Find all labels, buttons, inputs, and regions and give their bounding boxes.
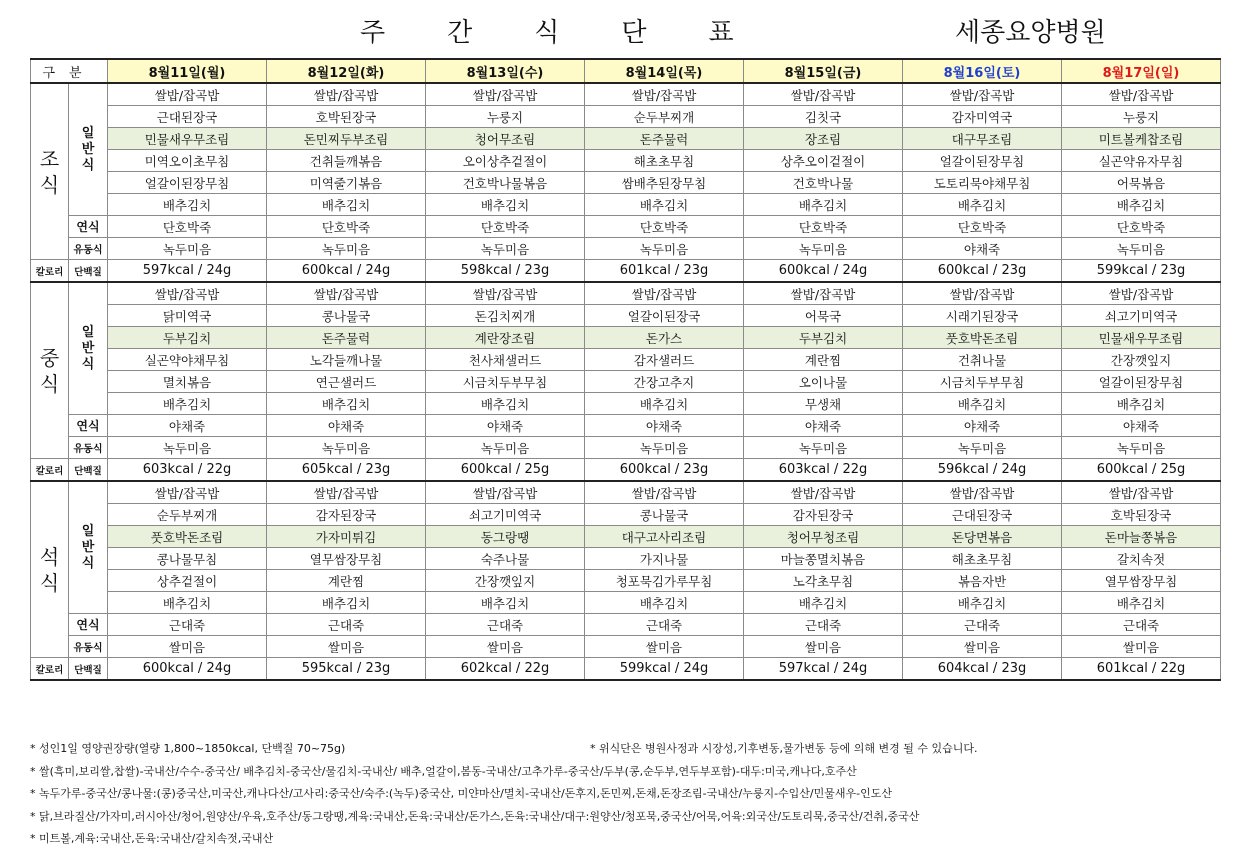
menu-cell: 쌀밥/잡곡밥 [585, 481, 744, 504]
menu-cell: 배추김치 [585, 592, 744, 614]
menu-row [31, 150, 1221, 172]
menu-cell: 실곤약유자무침 [1062, 150, 1221, 172]
menu-cell: 근대죽 [903, 614, 1062, 636]
menu-cell: 쌀밥/잡곡밥 [108, 83, 267, 106]
menu-cell: 건호박나물볶음 [426, 172, 585, 194]
nutrition-row [31, 459, 1221, 482]
footnote-row [30, 738, 1230, 761]
menu-cell: 쌀미음 [585, 636, 744, 658]
weekly-menu-table [30, 58, 1221, 681]
menu-cell: 야채죽 [903, 415, 1062, 437]
nutrition-cell: 600kcal / 25g [426, 459, 585, 482]
menu-cell: 시금치두부무침 [903, 371, 1062, 393]
menu-cell: 누룽지 [1062, 106, 1221, 128]
menu-cell: 배추김치 [1062, 194, 1221, 216]
menu-cell: 가지나물 [585, 548, 744, 570]
menu-cell: 간장고추지 [585, 371, 744, 393]
menu-cell: 배추김치 [903, 194, 1062, 216]
menu-cell: 간장깻잎지 [1062, 349, 1221, 371]
menu-cell: 녹두미음 [267, 437, 426, 459]
menu-row [31, 371, 1221, 393]
nutrition-cell: 597kcal / 24g [744, 658, 903, 681]
menu-cell: 얼갈이된장무침 [903, 150, 1062, 172]
menu-cell: 풋호박돈조림 [903, 327, 1062, 349]
menu-cell: 감자샐러드 [585, 349, 744, 371]
menu-cell: 상추오이겉절이 [744, 150, 903, 172]
menu-cell: 미트볼케찹조림 [1062, 128, 1221, 150]
menu-cell: 배추김치 [585, 194, 744, 216]
menu-row [31, 592, 1221, 614]
nutrition-cell: 604kcal / 23g [903, 658, 1062, 681]
menu-cell: 쌀밥/잡곡밥 [426, 282, 585, 305]
menu-cell: 시금치두부무침 [426, 371, 585, 393]
menu-cell: 단호박죽 [108, 216, 267, 238]
menu-cell: 녹두미음 [267, 238, 426, 260]
menu-cell: 순두부찌개 [108, 504, 267, 526]
menu-cell: 건취들깨볶음 [267, 150, 426, 172]
menu-cell: 단호박죽 [744, 216, 903, 238]
menu-cell: 야채죽 [426, 415, 585, 437]
menu-cell: 돈김치찌개 [426, 305, 585, 327]
menu-cell: 마늘쫑멸치볶음 [744, 548, 903, 570]
menu-cell: 미역줄기볶음 [267, 172, 426, 194]
general-label [69, 481, 108, 614]
menu-cell: 돈마늘쫑볶음 [1062, 526, 1221, 548]
menu-cell: 쌀미음 [267, 636, 426, 658]
menu-cell: 배추김치 [108, 393, 267, 415]
menu-cell: 녹두미음 [903, 437, 1062, 459]
liquid-diet-label: 유동식 [69, 636, 108, 658]
menu-cell: 두부김치 [108, 327, 267, 349]
menu-cell: 단호박죽 [903, 216, 1062, 238]
menu-cell: 누룽지 [426, 106, 585, 128]
meal-label [31, 481, 69, 658]
menu-cell: 열무쌈장무침 [1062, 570, 1221, 592]
menu-cell: 쌀밥/잡곡밥 [903, 481, 1062, 504]
nutrition-cell: 602kcal / 22g [426, 658, 585, 681]
menu-cell: 배추김치 [1062, 592, 1221, 614]
menu-cell: 배추김치 [903, 592, 1062, 614]
menu-cell: 오이상추겉절이 [426, 150, 585, 172]
menu-row [31, 548, 1221, 570]
menu-cell: 얼갈이된장무침 [1062, 371, 1221, 393]
calorie-label: 칼로리 [31, 260, 69, 283]
protein-label: 단백질 [69, 658, 108, 681]
nutrition-cell: 600kcal / 24g [108, 658, 267, 681]
menu-cell: 녹두미음 [108, 437, 267, 459]
nutrition-cell: 597kcal / 24g [108, 260, 267, 283]
nutrition-cell: 601kcal / 23g [585, 260, 744, 283]
day-header: 8월15일(금) [744, 59, 903, 83]
general-label [69, 83, 108, 216]
menu-cell: 감자된장국 [744, 504, 903, 526]
menu-cell: 계란찜 [744, 349, 903, 371]
menu-cell: 간장깻잎지 [426, 570, 585, 592]
menu-cell: 근대죽 [267, 614, 426, 636]
nutrition-note: * 성인1일 영양권장량(열량 1,800~1850kcal, 단백질 70~75g) [30, 742, 346, 755]
menu-cell: 녹두미음 [585, 238, 744, 260]
menu-row [31, 305, 1221, 327]
menu-row [31, 327, 1221, 349]
menu-cell: 천사채샐러드 [426, 349, 585, 371]
menu-cell: 녹두미음 [744, 238, 903, 260]
nutrition-cell: 603kcal / 22g [744, 459, 903, 482]
general-diet-label: 일 반 식 [81, 125, 95, 173]
origin-note: * 미트볼,계육:국내산,돈육:국내산/갈치속젓,국내산 [30, 832, 274, 845]
menu-cell: 해초초무침 [585, 150, 744, 172]
menu-cell: 민물새우무조림 [108, 128, 267, 150]
menu-cell: 쌀밥/잡곡밥 [1062, 83, 1221, 106]
nutrition-cell: 599kcal / 24g [585, 658, 744, 681]
menu-row [31, 504, 1221, 526]
nutrition-cell: 600kcal / 23g [903, 260, 1062, 283]
soft-diet-row [31, 216, 1221, 238]
menu-cell: 쌀미음 [903, 636, 1062, 658]
menu-cell: 쌀밥/잡곡밥 [585, 83, 744, 106]
menu-cell: 쌀밥/잡곡밥 [426, 83, 585, 106]
menu-cell: 돈주물럭 [585, 128, 744, 150]
day-header: 8월13일(수) [426, 59, 585, 83]
menu-cell: 얼갈이된장국 [585, 305, 744, 327]
menu-cell: 풋호박돈조림 [108, 526, 267, 548]
menu-cell: 노각초무침 [744, 570, 903, 592]
liquid-diet-row [31, 437, 1221, 459]
menu-row [31, 393, 1221, 415]
calorie-label: 칼로리 [31, 658, 69, 681]
day-header: 8월14일(목) [585, 59, 744, 83]
meal-name: 석 식 [39, 544, 60, 595]
menu-cell: 콩나물무침 [108, 548, 267, 570]
menu-cell: 배추김치 [585, 393, 744, 415]
menu-cell: 돈주물럭 [267, 327, 426, 349]
menu-cell: 미역오이초무침 [108, 150, 267, 172]
menu-row [31, 481, 1221, 504]
menu-cell: 돈가스 [585, 327, 744, 349]
liquid-diet-row [31, 238, 1221, 260]
menu-cell: 쌀밥/잡곡밥 [744, 83, 903, 106]
menu-cell: 배추김치 [744, 592, 903, 614]
menu-cell: 민물새우무조림 [1062, 327, 1221, 349]
nutrition-cell: 601kcal / 22g [1062, 658, 1221, 681]
menu-row [31, 194, 1221, 216]
soft-diet-label: 연식 [69, 415, 108, 437]
general-label [69, 282, 108, 415]
menu-cell: 콩나물국 [267, 305, 426, 327]
menu-cell: 단호박죽 [1062, 216, 1221, 238]
meal-name: 조 식 [39, 146, 60, 197]
menu-cell: 숙주나물 [426, 548, 585, 570]
menu-cell: 야채죽 [903, 238, 1062, 260]
menu-cell: 근대된장국 [903, 504, 1062, 526]
nutrition-row [31, 260, 1221, 283]
menu-cell: 열무쌈장무침 [267, 548, 426, 570]
menu-row [31, 526, 1221, 548]
soft-diet-label: 연식 [69, 216, 108, 238]
menu-row [31, 570, 1221, 592]
menu-cell: 청어무조림 [426, 128, 585, 150]
menu-cell: 쌀미음 [108, 636, 267, 658]
menu-cell: 녹두미음 [744, 437, 903, 459]
nutrition-cell: 598kcal / 23g [426, 260, 585, 283]
menu-cell: 쌀밥/잡곡밥 [1062, 282, 1221, 305]
menu-cell: 감자미역국 [903, 106, 1062, 128]
menu-cell: 무생채 [744, 393, 903, 415]
menu-cell: 계란찜 [267, 570, 426, 592]
menu-row [31, 128, 1221, 150]
menu-cell: 콩나물국 [585, 504, 744, 526]
menu-cell: 야채죽 [744, 415, 903, 437]
menu-cell: 야채죽 [1062, 415, 1221, 437]
menu-cell: 배추김치 [426, 194, 585, 216]
menu-cell: 야채죽 [585, 415, 744, 437]
menu-cell: 녹두미음 [1062, 238, 1221, 260]
menu-cell: 오이나물 [744, 371, 903, 393]
menu-cell: 계란장조림 [426, 327, 585, 349]
origin-note: * 녹두가루-중국산/콩나물:(콩)중국산,미국산,캐나다산/고사리:중국산/숙주:(녹두)중국산, 미얀마산/멸치-국내산/돈후지,돈민찌,돈채,돈장조림-국내산/누룽지-수입산/민물새우-인도산 [30, 787, 892, 800]
day-header: 8월12일(화) [267, 59, 426, 83]
nutrition-cell: 605kcal / 23g [267, 459, 426, 482]
menu-cell: 배추김치 [903, 393, 1062, 415]
menu-cell: 배추김치 [108, 592, 267, 614]
soft-diet-label: 연식 [69, 614, 108, 636]
menu-cell: 쌀미음 [426, 636, 585, 658]
menu-cell: 녹두미음 [426, 437, 585, 459]
menu-cell: 쌀밥/잡곡밥 [1062, 481, 1221, 504]
menu-cell: 돈당면볶음 [903, 526, 1062, 548]
menu-cell: 동그랑땡 [426, 526, 585, 548]
menu-cell: 녹두미음 [1062, 437, 1221, 459]
menu-cell: 상추겉절이 [108, 570, 267, 592]
menu-cell: 쌀미음 [1062, 636, 1221, 658]
menu-cell: 청포묵김가루무침 [585, 570, 744, 592]
menu-cell: 해초초무침 [903, 548, 1062, 570]
menu-cell: 녹두미음 [108, 238, 267, 260]
menu-cell: 근대죽 [585, 614, 744, 636]
menu-cell: 배추김치 [1062, 393, 1221, 415]
menu-cell: 쌀밥/잡곡밥 [108, 481, 267, 504]
nutrition-cell: 599kcal / 23g [1062, 260, 1221, 283]
menu-cell: 쌀미음 [744, 636, 903, 658]
menu-cell: 쇠고기미역국 [1062, 305, 1221, 327]
menu-cell: 청어무청조림 [744, 526, 903, 548]
nutrition-cell: 600kcal / 24g [744, 260, 903, 283]
menu-cell: 대구무조림 [903, 128, 1062, 150]
menu-cell: 쌀밥/잡곡밥 [744, 282, 903, 305]
menu-cell: 건호박나물 [744, 172, 903, 194]
meal-label [31, 83, 69, 260]
menu-cell: 쌀밥/잡곡밥 [903, 282, 1062, 305]
protein-label: 단백질 [69, 459, 108, 482]
menu-cell: 배추김치 [267, 194, 426, 216]
menu-cell: 호박된장국 [1062, 504, 1221, 526]
page-title: 주간식단표 [360, 18, 796, 48]
menu-cell: 쌀밥/잡곡밥 [744, 481, 903, 504]
header-row [31, 59, 1221, 83]
soft-diet-row [31, 415, 1221, 437]
menu-cell: 쌀밥/잡곡밥 [108, 282, 267, 305]
menu-cell: 쇠고기미역국 [426, 504, 585, 526]
menu-cell: 노각들깨나물 [267, 349, 426, 371]
menu-cell: 단호박죽 [426, 216, 585, 238]
menu-cell: 야채죽 [108, 415, 267, 437]
menu-cell: 감자된장국 [267, 504, 426, 526]
nutrition-row [31, 658, 1221, 681]
protein-label: 단백질 [69, 260, 108, 283]
menu-cell: 멸치볶음 [108, 371, 267, 393]
menu-cell: 건취나물 [903, 349, 1062, 371]
meal-label [31, 282, 69, 459]
menu-cell: 가자미튀김 [267, 526, 426, 548]
menu-cell: 배추김치 [267, 393, 426, 415]
footnotes [30, 738, 1230, 851]
menu-row [31, 349, 1221, 371]
nutrition-cell: 595kcal / 23g [267, 658, 426, 681]
gubun-header: 구분 [31, 59, 108, 83]
menu-cell: 쌀밥/잡곡밥 [585, 282, 744, 305]
menu-cell: 닭미역국 [108, 305, 267, 327]
meal-name: 중 식 [39, 345, 60, 396]
nutrition-cell: 600kcal / 24g [267, 260, 426, 283]
menu-cell: 어묵국 [744, 305, 903, 327]
menu-row [31, 83, 1221, 106]
menu-cell: 근대죽 [744, 614, 903, 636]
origin-note: * 닭,브라질산/가자미,러시아산/청어,원양산/우육,호주산/동그랑땡,계육:국내산,돈육:국내산/돈가스,돈육:국내산/대구:원양산/청포묵,중국산/어묵,어육:외국산/도토리묵,중국산/건취,중국산 [30, 809, 920, 823]
menu-cell: 시래기된장국 [903, 305, 1062, 327]
menu-cell: 배추김치 [267, 592, 426, 614]
menu-row [31, 282, 1221, 305]
menu-row [31, 106, 1221, 128]
menu-cell: 도토리묵야채무침 [903, 172, 1062, 194]
menu-cell: 근대죽 [1062, 614, 1221, 636]
menu-cell: 근대죽 [108, 614, 267, 636]
liquid-diet-label: 유동식 [69, 238, 108, 260]
menu-cell: 볶음자반 [903, 570, 1062, 592]
change-notice: * 위식단은 병원사정과 시장성,기후변동,물가변동 등에 의해 변경 될 수 있습니다. [590, 742, 978, 755]
menu-cell: 김칫국 [744, 106, 903, 128]
liquid-diet-label: 유동식 [69, 437, 108, 459]
day-header: 8월17일(일) [1062, 59, 1221, 83]
menu-cell: 쌀밥/잡곡밥 [267, 83, 426, 106]
menu-cell: 단호박죽 [585, 216, 744, 238]
menu-cell: 배추김치 [108, 194, 267, 216]
menu-cell: 두부김치 [744, 327, 903, 349]
liquid-diet-row [31, 636, 1221, 658]
day-header: 8월11일(월) [108, 59, 267, 83]
nutrition-cell: 600kcal / 25g [1062, 459, 1221, 482]
menu-cell: 장조림 [744, 128, 903, 150]
menu-cell: 대구고사리조림 [585, 526, 744, 548]
menu-cell: 배추김치 [426, 592, 585, 614]
hospital-name: 세종요양병원 [955, 18, 1106, 48]
menu-cell: 순두부찌개 [585, 106, 744, 128]
menu-cell: 연근샐러드 [267, 371, 426, 393]
menu-cell: 쌀밥/잡곡밥 [267, 481, 426, 504]
day-header: 8월16일(토) [903, 59, 1062, 83]
menu-cell: 쌀밥/잡곡밥 [267, 282, 426, 305]
menu-cell: 근대죽 [426, 614, 585, 636]
menu-cell: 쌀밥/잡곡밥 [426, 481, 585, 504]
menu-cell: 쌀밥/잡곡밥 [903, 83, 1062, 106]
menu-cell: 얼갈이된장무침 [108, 172, 267, 194]
menu-cell: 야채죽 [267, 415, 426, 437]
menu-cell: 호박된장국 [267, 106, 426, 128]
menu-cell: 갈치속젓 [1062, 548, 1221, 570]
menu-cell: 어묵볶음 [1062, 172, 1221, 194]
soft-diet-row [31, 614, 1221, 636]
nutrition-cell: 596kcal / 24g [903, 459, 1062, 482]
nutrition-cell: 600kcal / 23g [585, 459, 744, 482]
menu-row [31, 172, 1221, 194]
menu-cell: 녹두미음 [426, 238, 585, 260]
menu-cell: 단호박죽 [267, 216, 426, 238]
nutrition-cell: 603kcal / 22g [108, 459, 267, 482]
menu-cell: 근대된장국 [108, 106, 267, 128]
origin-note: * 쌀(흑미,보리쌀,찹쌀)-국내산/수수-중국산/ 배추김치-중국산/물김치-국내산/ 배추,얼갈이,봄동-국내산/고추가루-중국산/두부(콩,순두부,연두부포함)-대두:미국,캐나다,호주산 [30, 764, 857, 778]
calorie-label: 칼로리 [31, 459, 69, 482]
menu-cell: 쌈배추된장무침 [585, 172, 744, 194]
general-diet-label: 일 반 식 [81, 324, 95, 372]
menu-cell: 배추김치 [426, 393, 585, 415]
menu-cell: 녹두미음 [585, 437, 744, 459]
general-diet-label: 일 반 식 [81, 523, 95, 571]
menu-cell: 실곤약야채무침 [108, 349, 267, 371]
menu-cell: 돈민찌두부조림 [267, 128, 426, 150]
menu-cell: 배추김치 [744, 194, 903, 216]
